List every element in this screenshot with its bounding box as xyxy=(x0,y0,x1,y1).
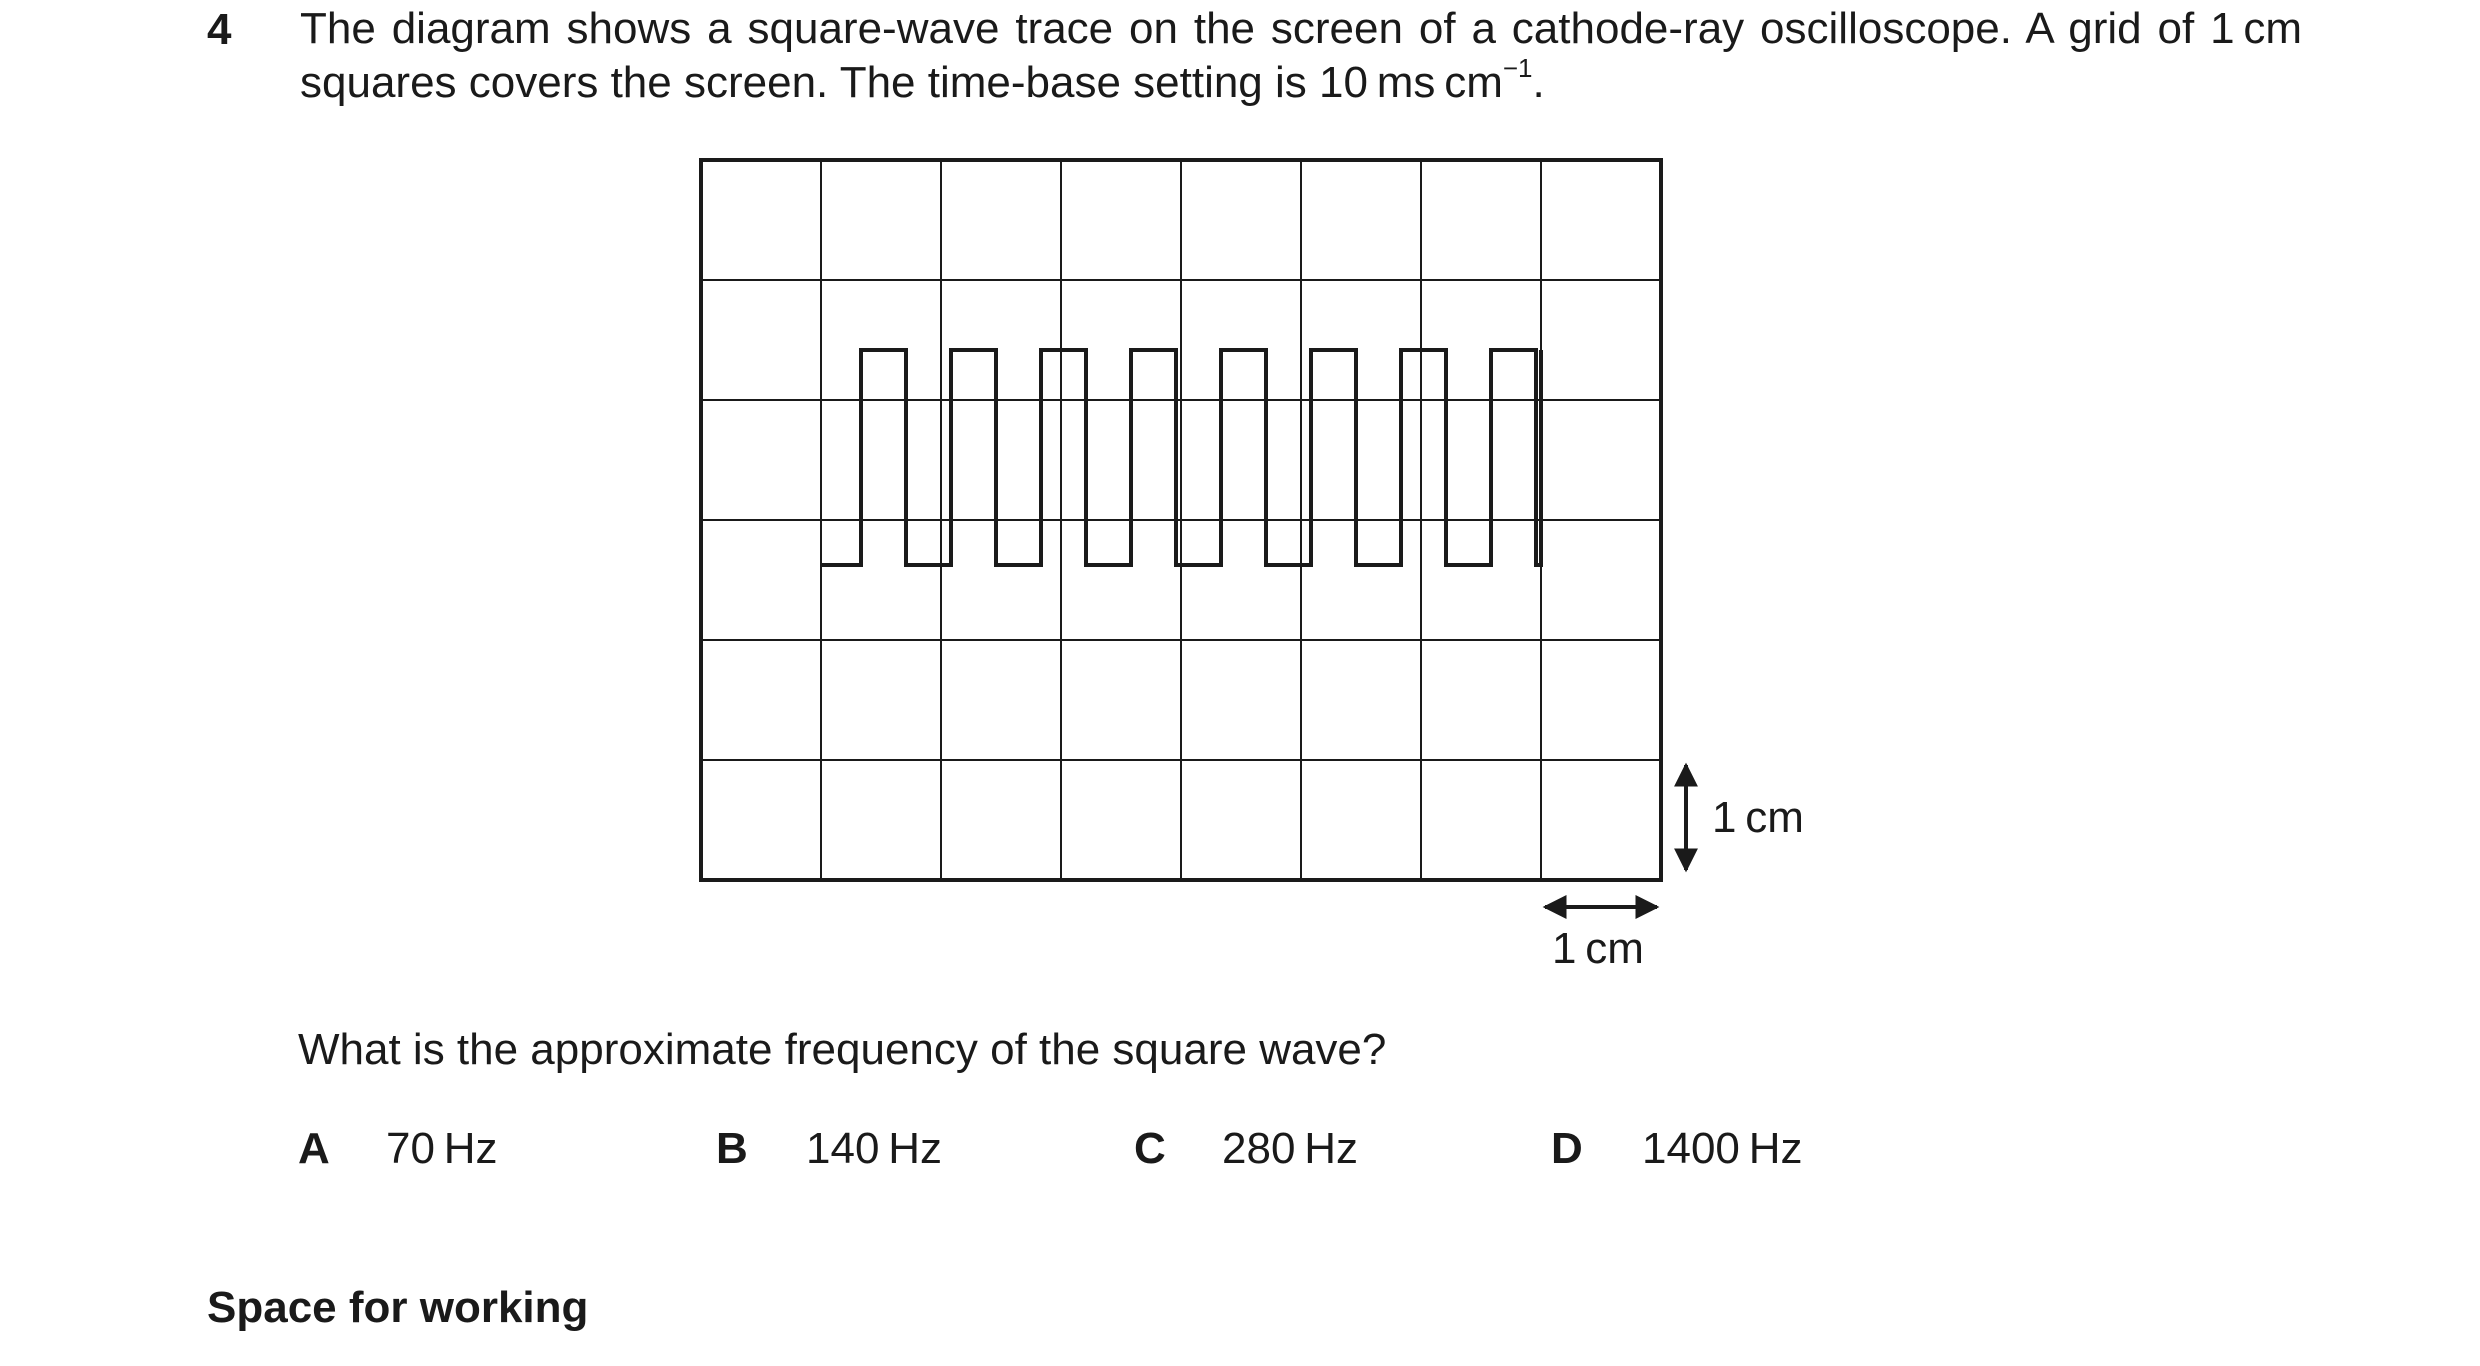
working-space-label: Space for working xyxy=(207,1283,589,1332)
option-a-value: 70 Hz xyxy=(386,1124,498,1173)
unit-superscript: −1 xyxy=(1502,53,1533,83)
oscilloscope-grid xyxy=(701,160,1661,880)
vertical-scale-label: 1 cm xyxy=(1712,793,1804,842)
option-c-value: 280 Hz xyxy=(1222,1124,1358,1173)
question-number: 4 xyxy=(207,5,232,54)
option-c-letter: C xyxy=(1134,1124,1166,1173)
option-a-letter: A xyxy=(298,1124,330,1173)
option-b-letter: B xyxy=(716,1124,748,1173)
option-b-value: 140 Hz xyxy=(806,1124,942,1173)
option-d-value: 1400 Hz xyxy=(1642,1124,1803,1173)
question-stem-text: The diagram shows a square-wave trace on the screen of a cathode-ray oscilloscope. A grid of 1 cm squares covers the screen. The time-base setting is 10 ms cm xyxy=(300,4,2302,107)
option-d-letter: D xyxy=(1551,1124,1583,1173)
question-stem-end: . xyxy=(1532,58,1545,107)
question-prompt: What is the approximate frequency of the square wave? xyxy=(298,1025,1387,1074)
horizontal-scale-label: 1 cm xyxy=(1552,924,1644,973)
